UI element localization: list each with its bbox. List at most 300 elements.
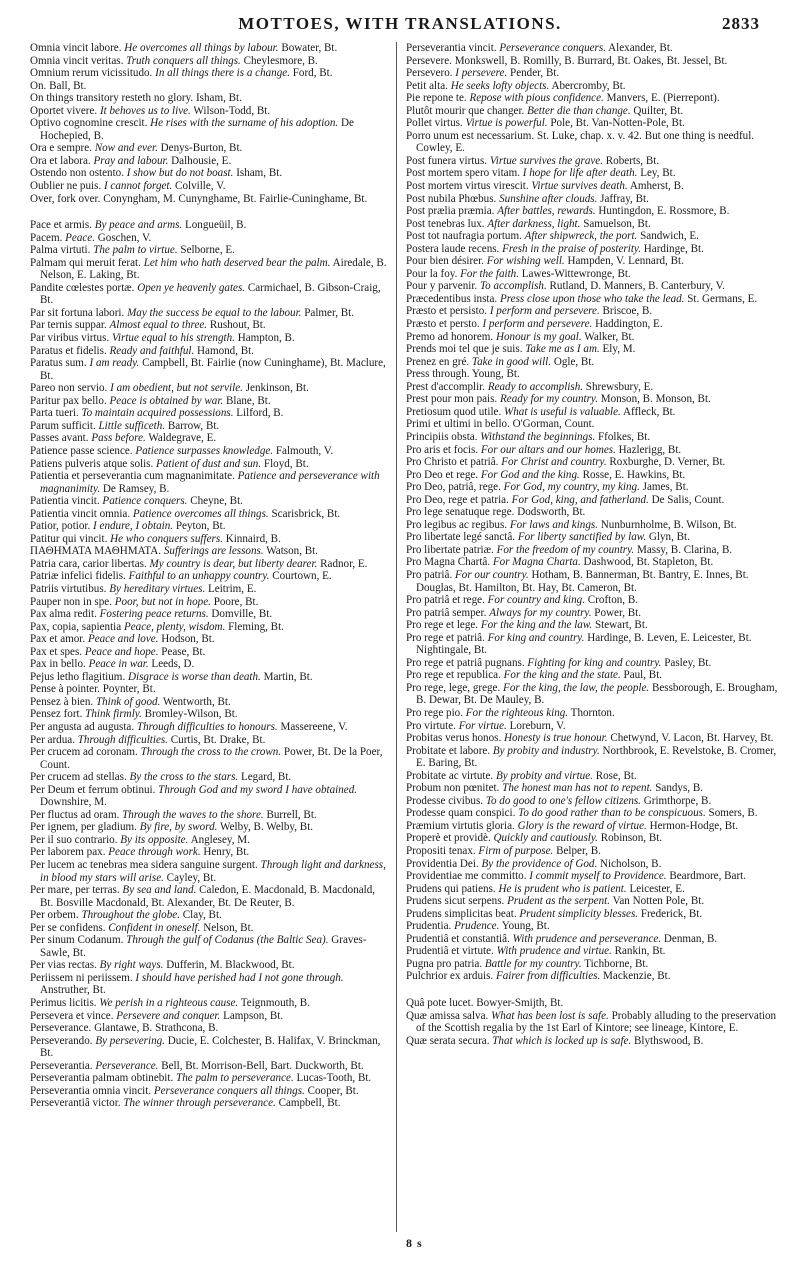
motto-entry xyxy=(30,92,390,105)
motto-families: Dufferin, M. Blackwood, Bt. xyxy=(166,959,295,972)
motto-text: Patientia et perseverantia cum magnanimitate. xyxy=(30,470,235,483)
motto-families: Thornton. xyxy=(570,706,615,719)
motto-families: Frederick, Bt. xyxy=(640,907,703,920)
motto-families: Power, Bt. xyxy=(594,606,642,619)
motto-families: Pasley, Bt. xyxy=(664,656,712,669)
motto-entry xyxy=(30,708,390,721)
motto-text: Post mortem virtus virescit. xyxy=(406,180,529,193)
motto-families: Mackenzie, Bt. xyxy=(603,970,671,983)
motto-entry xyxy=(30,508,390,521)
motto-entry xyxy=(30,922,390,935)
motto-families: Lucas-Tooth, Bt. xyxy=(296,1072,372,1085)
motto-families: Hampton, B. xyxy=(237,332,295,345)
motto-translation: Through the cross to the crown. xyxy=(140,746,282,759)
motto-entry xyxy=(30,232,390,245)
motto-text: Pro lege senatuque rege. xyxy=(406,506,515,519)
left-column xyxy=(30,42,390,1110)
motto-families: Briscoe, B. xyxy=(602,305,653,318)
motto-translation: The honest man has not to repent. xyxy=(502,782,653,795)
motto-entry xyxy=(30,834,390,847)
motto-translation: Patient of dust and sun. xyxy=(156,457,262,470)
motto-families: Welby, B. Welby, Bt. xyxy=(220,821,314,834)
motto-entry xyxy=(406,356,778,369)
motto-entry xyxy=(406,820,778,833)
motto-translation: Firm of purpose. xyxy=(478,845,554,857)
motto-translation: For God, my country, my king. xyxy=(503,481,640,494)
motto-families: Hotham, B. Bannerman, Bt. Bantry, E. Innes, Bt. Douglas, Bt. Hamilton, Bt. Hay, Bt. Cameron, Bt. xyxy=(416,568,749,594)
motto-families: Campbell, Bt. Fairlie (now Cuninghame), Bt. Maclure, Bt. xyxy=(40,357,386,382)
motto-entry xyxy=(30,407,390,420)
motto-entry xyxy=(406,556,778,569)
motto-families: Teignmouth, B. xyxy=(240,997,310,1010)
motto-entry xyxy=(406,682,778,707)
motto-text: Propositi tenax. xyxy=(406,845,476,857)
motto-translation: Sunshine after clouds. xyxy=(499,192,598,205)
motto-translation: Virtue is powerful. xyxy=(465,117,548,130)
page-header xyxy=(30,14,770,40)
motto-text: Pro rege pio. xyxy=(406,706,463,719)
motto-text: Petit alta. xyxy=(406,79,448,92)
motto-entry xyxy=(406,908,778,921)
motto-text: Pour bien désirer. xyxy=(406,255,484,268)
motto-families: De Salis, Count. xyxy=(651,493,725,506)
motto-translation: Pray and labour. xyxy=(93,154,169,167)
motto-entry xyxy=(30,520,390,533)
motto-entry xyxy=(30,155,390,168)
motto-text: Pour y parvenir. xyxy=(406,280,478,293)
motto-entry xyxy=(406,970,778,983)
motto-entry xyxy=(406,218,778,231)
motto-text: Patiens pulveris atque solis. xyxy=(30,457,154,470)
motto-text: Præcedentibus insta. xyxy=(406,292,498,305)
motto-translation: Perseverance. xyxy=(95,1059,159,1072)
motto-text: Omnium rerum vicissitudo. xyxy=(30,67,153,80)
motto-entry xyxy=(30,909,390,922)
motto-text: Post tot naufragia portum. xyxy=(406,230,522,243)
motto-translation: Throughout the globe. xyxy=(81,909,180,922)
motto-translation: What has been lost is safe. xyxy=(491,1009,609,1022)
motto-families: Nicholson, B. xyxy=(600,857,662,870)
motto-entry xyxy=(406,117,778,130)
section-gap xyxy=(406,983,778,997)
motto-translation: Honour is my goal. xyxy=(495,330,582,343)
motto-translation: After darkness, light. xyxy=(487,217,581,230)
motto-text: Palma virtuti. xyxy=(30,244,91,257)
motto-translation: By sea and land. xyxy=(122,884,197,897)
motto-families: Huntingdon, E. Rossmore, B. xyxy=(598,205,730,218)
motto-families: Burrell, Bt. xyxy=(266,808,317,821)
motto-translation: For king and country. xyxy=(487,631,585,644)
motto-translation: Battle for my country. xyxy=(484,957,582,970)
motto-families: Caledon, E. Macdonald, B. Macdonald, Bt. Bosville Macdonald, Bt. Alexander, Bt. De Reuter, B. xyxy=(40,884,376,909)
motto-translation: By the providence of God. xyxy=(481,857,598,870)
motto-translation: Through the waves to the shore. xyxy=(122,808,264,821)
motto-text: Pense à pointer. xyxy=(30,683,100,696)
motto-entry xyxy=(406,193,778,206)
motto-text: Probitas verus honos. xyxy=(406,732,502,745)
section-gap xyxy=(30,205,390,219)
motto-entry xyxy=(30,771,390,784)
motto-families: Sandwich, E. xyxy=(640,230,699,243)
motto-entry xyxy=(30,67,390,80)
motto-text: Par ternis suppar. xyxy=(30,319,107,332)
motto-text: Pax, copia, sapientia xyxy=(30,620,122,633)
motto-entry xyxy=(30,997,390,1010)
motto-translation: Disgrace is worse than death. xyxy=(128,670,261,683)
motto-translation: Glory is the reward of virtue. xyxy=(517,819,647,832)
motto-entry xyxy=(406,945,778,958)
right-column xyxy=(406,42,778,1047)
motto-entry xyxy=(30,696,390,709)
motto-families: Lilford, B. xyxy=(236,407,284,420)
motto-families: Pole, Bt. Van-Notten-Pole, Bt. xyxy=(550,117,685,130)
motto-translation: Through difficulties to honours. xyxy=(136,720,278,733)
motto-entry xyxy=(30,332,390,345)
motto-text: Prudentiâ et constantiâ. xyxy=(406,932,510,945)
motto-entry xyxy=(30,80,390,93)
motto-families: Rutland, D. Manners, B. Canterbury, V. xyxy=(549,280,725,293)
motto-entry xyxy=(30,658,390,671)
motto-text: Paritur pax bello. xyxy=(30,394,107,407)
motto-translation: Little sufficeth. xyxy=(98,419,166,432)
motto-families: Selborne, E. xyxy=(180,244,235,257)
motto-translation: The winner through perseverance. xyxy=(123,1097,276,1110)
motto-entry xyxy=(406,42,778,55)
motto-families: O'Gorman, Count. xyxy=(512,418,595,431)
motto-text: Porro unum est necessarium. xyxy=(406,129,535,142)
motto-text: Pareo non servio. xyxy=(30,382,108,395)
motto-entry xyxy=(30,244,390,257)
motto-translation: I endure, I obtain. xyxy=(93,520,174,533)
motto-text: Probum non pœnitet. xyxy=(406,782,500,795)
motto-translation: Through light and darkness, in blood my stars will arise. xyxy=(40,859,386,884)
motto-families: Peyton, Bt. xyxy=(175,520,226,533)
motto-families: Floyd, Bt. xyxy=(263,457,309,470)
motto-families: Dashwood, Bt. Stapleton, Bt. xyxy=(583,556,714,569)
motto-families: Loreburn, V. xyxy=(509,719,566,732)
motto-translation: Honesty is true honour. xyxy=(504,732,608,745)
motto-families: Bowater, Bt. xyxy=(281,42,338,54)
motto-text: Pauper non in spe. xyxy=(30,595,112,608)
motto-translation: For virtue. xyxy=(458,719,507,732)
motto-families: Hardinge, B. Leven, E. Leicester, Bt. Nightingale, Bt. xyxy=(416,631,752,657)
motto-families: Dodsworth, Bt. xyxy=(517,506,586,519)
motto-text: Pro libertate legé sanctâ. xyxy=(406,531,516,544)
motto-text: Post nubila Phœbus. xyxy=(406,192,497,205)
motto-families: Hermon-Hodge, Bt. xyxy=(649,819,739,832)
motto-translation: Peace and love. xyxy=(87,633,159,646)
motto-entry xyxy=(406,883,778,896)
motto-families: Amherst, B. xyxy=(629,180,684,193)
motto-entry xyxy=(30,1035,390,1060)
motto-text: Patriis virtutibus. xyxy=(30,582,107,595)
motto-families: Dalhousie, E. xyxy=(171,154,232,167)
motto-text: Patitur qui vincit. xyxy=(30,532,108,545)
motto-entry xyxy=(406,444,778,457)
motto-translation: By the cross to the stars. xyxy=(129,771,239,784)
motto-families: Nelson, Bt. xyxy=(203,921,254,934)
motto-text: Pro aris et focis. xyxy=(406,443,479,456)
motto-text: Patience passe science. xyxy=(30,444,133,457)
motto-entry xyxy=(30,621,390,634)
motto-translation: Take me as I am. xyxy=(525,343,600,356)
motto-translation: In all things there is a change. xyxy=(155,67,290,80)
motto-translation: Perseverance conquers. xyxy=(499,42,606,54)
motto-text: Per crucem ad coronam. xyxy=(30,746,138,759)
motto-entry xyxy=(30,420,390,433)
motto-text: Parta tueri. xyxy=(30,407,79,420)
motto-families: Bessborough, E. Brougham, B. Dewar, Bt. De Mauley, B. xyxy=(416,681,778,707)
motto-translation: Perseverance conquers all things. xyxy=(153,1084,305,1097)
motto-translation: What is useful is valuable. xyxy=(504,405,621,418)
motto-translation: Through God and my sword I have obtained. xyxy=(158,783,358,796)
motto-families: Martin, Bt. xyxy=(263,670,313,683)
motto-entry xyxy=(406,80,778,93)
motto-families: Courtown, E. xyxy=(272,570,332,583)
motto-text: Præmium virtutis gloria. xyxy=(406,819,515,832)
motto-text: Patriæ infelici fidelis. xyxy=(30,570,126,583)
motto-entry xyxy=(406,230,778,243)
motto-translation: By peace and arms. xyxy=(94,219,183,232)
motto-entry xyxy=(30,734,390,747)
motto-translation: Patience overcomes all things. xyxy=(132,507,269,520)
motto-families: Walker, Bt. xyxy=(584,330,635,343)
motto-families: Power, Bt. De la Poer, Count. xyxy=(40,746,383,771)
motto-families: Isham, Bt. xyxy=(236,167,283,180)
motto-translation: Virtue equal to his strength. xyxy=(111,332,235,345)
motto-entry xyxy=(30,608,390,621)
motto-translation: Faithful to an unhappy country. xyxy=(128,570,270,583)
motto-families: Radnor, E. xyxy=(320,557,368,570)
motto-entry xyxy=(406,130,778,155)
motto-families: Lawes-Wittewronge, Bt. xyxy=(521,267,631,280)
motto-text: Pro rege, lege, grege. xyxy=(406,681,501,694)
motto-entry xyxy=(406,795,778,808)
motto-translation: To do good to one's fellow citizens. xyxy=(485,794,641,807)
motto-text: Pro rege et lege. xyxy=(406,619,479,632)
motto-entry xyxy=(406,607,778,620)
motto-entry xyxy=(30,445,390,458)
motto-families: Colville, V. xyxy=(175,180,226,193)
motto-translation: Peace. xyxy=(65,231,96,244)
motto-translation: After shipwreck, the port. xyxy=(524,230,638,243)
motto-families: Alexander, Bt. xyxy=(608,42,673,54)
motto-text: Post mortem spero vitam. xyxy=(406,167,521,180)
motto-entry xyxy=(30,257,390,282)
motto-translation: For our country. xyxy=(455,568,529,581)
motto-entry xyxy=(406,305,778,318)
motto-entry xyxy=(406,569,778,594)
motto-entry xyxy=(30,646,390,659)
motto-families: Chetwynd, V. Lacon, Bt. Harvey, Bt. xyxy=(610,732,774,745)
motto-families: Fleming, Bt. xyxy=(228,620,284,633)
motto-text: Ora e sempre. xyxy=(30,142,92,155)
motto-families: Palmer, Bt. xyxy=(304,306,355,319)
motto-entry xyxy=(30,345,390,358)
motto-families: Leicester, E. xyxy=(629,882,685,895)
motto-text: Pro rege et patriâ. xyxy=(406,631,485,644)
motto-families: Scarisbrick, Bt. xyxy=(271,507,341,520)
motto-text: Pie repone te. xyxy=(406,92,467,105)
motto-text: Prodesse civibus. xyxy=(406,794,484,807)
motto-translation: With prudence and virtue. xyxy=(496,945,612,958)
motto-translation: Through the gulf of Codanus (the Baltic Sea). xyxy=(126,934,329,947)
motto-entry xyxy=(406,732,778,745)
motto-translation: For the freedom of my country. xyxy=(496,543,635,556)
motto-text: Pax et spes. xyxy=(30,645,83,658)
motto-translation: He is prudent who is patient. xyxy=(498,882,627,895)
motto-entry xyxy=(406,870,778,883)
motto-text: Prends moi tel que je suis. xyxy=(406,343,523,356)
motto-translation: I hope for life after death. xyxy=(522,167,638,180)
motto-families: Stewart, Bt. xyxy=(594,619,648,632)
motto-entry xyxy=(30,319,390,332)
motto-translation: Peace and hope. xyxy=(84,645,159,658)
motto-text: Pace et armis. xyxy=(30,219,92,232)
motto-text: Per angusta ad augusta. xyxy=(30,720,135,733)
motto-text: Quæ serata secura. xyxy=(406,1034,490,1047)
motto-entry xyxy=(406,255,778,268)
motto-entry xyxy=(406,933,778,946)
motto-translation: Let him who hath deserved bear the palm. xyxy=(143,256,331,269)
motto-text: Probitate ac virtute. xyxy=(406,769,494,782)
motto-text: Præsto et persisto. xyxy=(406,305,488,318)
motto-entry xyxy=(406,393,778,406)
motto-families: Goschen, V. xyxy=(97,231,152,244)
motto-translation: I persevere. xyxy=(455,67,508,80)
motto-families: Graves-Sawle, Bt. xyxy=(40,934,367,959)
motto-text: Press through. xyxy=(406,368,470,381)
motto-translation: He rises with the surname of his adoption. xyxy=(150,117,339,130)
motto-translation: Through difficulties. xyxy=(77,733,168,746)
motto-entry xyxy=(406,807,778,820)
motto-entry xyxy=(30,395,390,408)
motto-text: Perseverando. xyxy=(30,1034,93,1047)
motto-families: Ford, Bt. xyxy=(292,67,333,80)
motto-families: Jenkinson, Bt. xyxy=(245,382,309,395)
motto-text: Prenez en gré. xyxy=(406,355,470,368)
motto-entry xyxy=(30,55,390,68)
motto-families: Cheyne, Bt. xyxy=(190,495,243,508)
motto-translation: The palm to virtue. xyxy=(93,244,178,257)
motto-translation: For laws and kings. xyxy=(509,518,598,531)
motto-families: Conyngham, M. Cunynghame, Bt. Fairlie-Cuninghame, Bt. xyxy=(103,192,368,205)
motto-entry xyxy=(406,280,778,293)
motto-families: Monkswell, B. Romilly, B. Burrard, Bt. Oakes, Bt. Jessel, Bt. xyxy=(454,54,728,67)
motto-entry xyxy=(30,105,390,118)
motto-entry xyxy=(30,533,390,546)
motto-translation: Sufferings are lessons. xyxy=(163,545,264,558)
motto-entry xyxy=(30,142,390,155)
motto-text: Omnia vincit veritas. xyxy=(30,54,124,67)
motto-entry xyxy=(406,331,778,344)
motto-translation: For Magna Charta. xyxy=(492,556,581,569)
motto-entry xyxy=(30,721,390,734)
motto-entry xyxy=(406,481,778,494)
motto-families: James, Bt. xyxy=(642,481,689,494)
motto-families: Isham, Bt. xyxy=(195,92,242,105)
motto-text: Pro Deo, rege et patria. xyxy=(406,493,509,506)
motto-translation: Patience and perseverance with magnanimity. xyxy=(40,470,380,495)
motto-entry xyxy=(406,832,778,845)
motto-text: Perseverantiâ victor. xyxy=(30,1097,121,1110)
motto-text: Pro Magna Chartâ. xyxy=(406,556,491,569)
motto-families: Lampson, Bt. xyxy=(223,1009,284,1022)
motto-text: Paratus sum. xyxy=(30,357,87,370)
motto-families: Kinnaird, B. xyxy=(225,532,281,545)
motto-families: Cheylesmore, B. xyxy=(243,54,318,67)
motto-entry xyxy=(30,432,390,445)
motto-text: Prudentiâ et virtute. xyxy=(406,945,494,958)
motto-entry xyxy=(406,920,778,933)
motto-translation: By probity and industry. xyxy=(492,744,600,757)
motto-entry xyxy=(406,469,778,482)
motto-text: Perseverantia palmam obtinebit. xyxy=(30,1072,174,1085)
motto-entry xyxy=(30,495,390,508)
motto-text: Pejus letho flagitium. xyxy=(30,670,126,683)
motto-text: ΠΑΘΗΜΑΤΑ ΜΑΘΗΜΑΤΑ. xyxy=(30,545,162,558)
motto-entry xyxy=(406,418,778,431)
motto-text: Prest d'accomplir. xyxy=(406,380,486,393)
motto-entry xyxy=(406,544,778,557)
motto-translation: Prudent simplicity blesses. xyxy=(519,907,639,920)
motto-families: Glantawe, B. Strathcona, B. xyxy=(94,1022,219,1035)
motto-translation: Ready and faithful. xyxy=(109,344,195,357)
motto-families: Probably alluding to the preservation of the Scottish regalia by the 1st Earl of Kintore; see lineage, Kintore, E. xyxy=(416,1009,777,1035)
motto-translation: Ready to accomplish. xyxy=(487,380,584,393)
motto-text: Pacem. xyxy=(30,231,63,244)
motto-families: Affleck, Bt. xyxy=(622,405,676,418)
motto-families: Cayley, Bt. xyxy=(166,871,217,884)
motto-translation: By its opposite. xyxy=(120,833,189,846)
motto-entry xyxy=(406,632,778,657)
motto-families: Roberts, Bt. xyxy=(605,154,660,167)
motto-text: Perseverantia. xyxy=(30,1059,93,1072)
motto-families: Ely, M. xyxy=(602,343,636,356)
motto-translation: Poor, but not in hope. xyxy=(114,595,211,608)
motto-translation: I am ready. xyxy=(89,357,140,370)
motto-families: Nunburnholme, B. Wilson, Bt. xyxy=(600,518,737,531)
motto-text: Pensez à bien. xyxy=(30,695,94,708)
motto-entry xyxy=(30,570,390,583)
motto-entry xyxy=(30,596,390,609)
motto-text: Ostendo non ostento. xyxy=(30,167,124,180)
motto-translation: Withstand the beginnings. xyxy=(480,430,596,443)
motto-families: Barrow, Bt. xyxy=(167,419,220,432)
motto-translation: Repose with pious confidence. xyxy=(469,92,604,105)
motto-text: Pandite cœlestes portæ. xyxy=(30,281,135,294)
motto-text: Parum sufficit. xyxy=(30,419,96,432)
motto-translation: Confident in oneself. xyxy=(108,921,201,934)
motto-translation: I should have perished had I not gone through. xyxy=(135,971,344,984)
motto-translation: Peace in war. xyxy=(88,658,149,671)
motto-text: Pro patriâ semper. xyxy=(406,606,487,619)
motto-translation: By hereditary virtues. xyxy=(109,582,206,595)
motto-entry xyxy=(30,633,390,646)
motto-families: Clay, Bt. xyxy=(182,909,222,922)
motto-text: Oublier ne puis. xyxy=(30,180,102,193)
motto-text: Prudens qui patiens. xyxy=(406,882,496,895)
motto-entry xyxy=(406,494,778,507)
motto-text: On. xyxy=(30,79,47,92)
motto-translation: Peace, plenty, wisdom. xyxy=(123,620,226,633)
motto-translation: Truth conquers all things. xyxy=(126,54,241,67)
motto-text: Pax in bello. xyxy=(30,658,86,671)
motto-translation: He seeks lofty objects. xyxy=(450,79,550,92)
motto-text: Optivo cognomine crescit. xyxy=(30,117,148,130)
motto-families: Abercromby, Bt. xyxy=(551,79,626,92)
motto-entry xyxy=(30,809,390,822)
